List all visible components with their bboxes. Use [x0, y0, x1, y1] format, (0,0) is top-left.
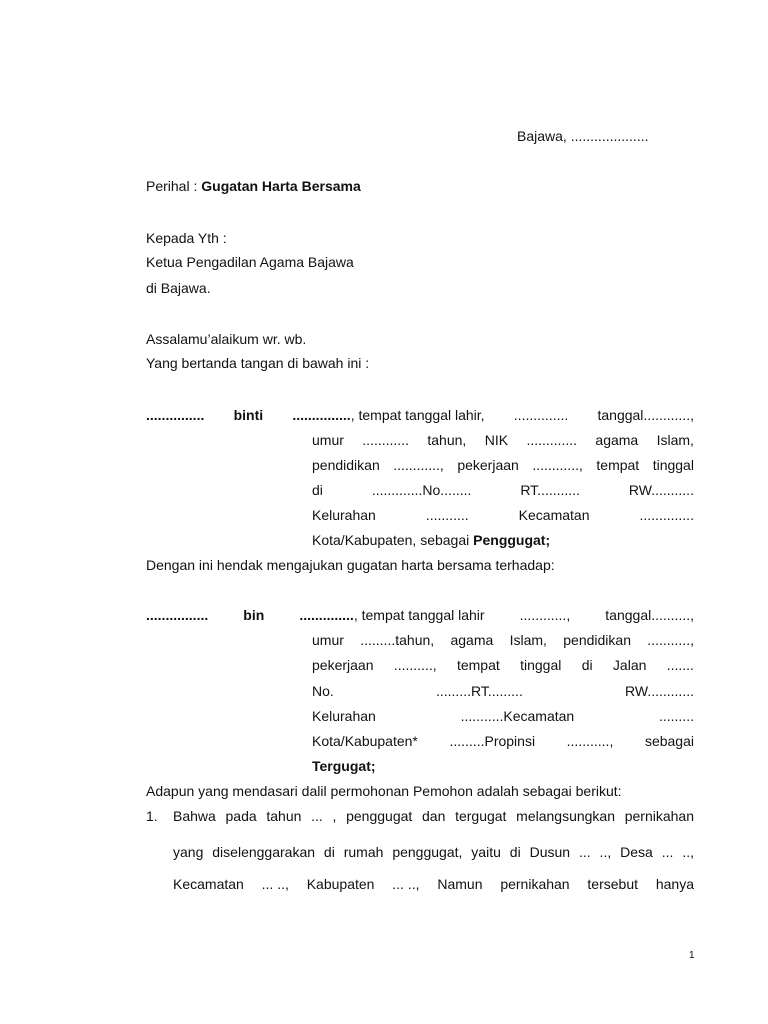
item-1-number: 1. — [146, 808, 158, 824]
tergugat-line-3: pekerjaan .........., tempat tinggal di Jalan ....... — [312, 657, 694, 673]
penggugat-line-3: pendidikan ............, pekerjaan ............, tempat tinggal — [312, 457, 694, 473]
penggugat-line-6: Kota/Kabupaten, sebagai Penggugat; — [312, 532, 551, 548]
tergugat-line-5: Kelurahan ...........Kecamatan ......... — [312, 708, 694, 724]
intro: Yang bertanda tangan di bawah ini : — [146, 355, 370, 371]
addressee-line-1: Kepada Yth : — [146, 230, 227, 246]
perihal-value: Gugatan Harta Bersama — [201, 178, 361, 194]
basis-intro: Adapun yang mendasari dalil permohonan Pemohon adalah sebagai berikut: — [146, 783, 622, 799]
penggugat-line-2: umur ............ tahun, NIK ............. agama Islam, — [312, 432, 694, 448]
penggugat-line-1: ............... binti ..............., tempat tanggal lahir, .............. tanggal............, — [146, 407, 694, 423]
item-1-line-3: Kecamatan ... .., Kabupaten ... .., Namun pernikahan tersebut hanya — [173, 876, 694, 892]
tergugat-line-6: Kota/Kabupaten* .........Propinsi ..........., sebagai — [312, 733, 694, 749]
place-date: Bajawa, .................... — [517, 128, 649, 144]
addressee-line-3: di Bajawa. — [146, 280, 211, 296]
item-1-line-2: yang diselenggarakan di rumah penggugat, yaitu di Dusun ... .., Desa ... .., — [173, 844, 694, 860]
tergugat-role: Tergugat; — [312, 758, 376, 774]
page-number: 1 — [689, 950, 695, 961]
perihal-label: Perihal : — [146, 178, 202, 194]
transition: Dengan ini hendak mengajukan gugatan harta bersama terhadap: — [146, 557, 555, 573]
tergugat-line-1: ................ bin .............., tempat tanggal lahir ............, tanggal.........., — [146, 607, 694, 623]
greeting: Assalamu’alaikum wr. wb. — [146, 331, 307, 347]
tergugat-line-4: No. .........RT......... RW............ — [312, 683, 694, 699]
item-1-line-1: Bahwa pada tahun ... , penggugat dan tergugat melangsungkan pernikahan — [173, 808, 694, 824]
penggugat-line-5: Kelurahan ........... Kecamatan .............. — [312, 507, 694, 523]
perihal-line — [146, 178, 361, 194]
penggugat-line-4: di .............No........ RT........... RW........... — [312, 482, 694, 498]
tergugat-line-2: umur .........tahun, agama Islam, pendidikan ..........., — [312, 632, 694, 648]
addressee-line-2: Ketua Pengadilan Agama Bajawa — [146, 254, 354, 270]
penggugat-role: Penggugat; — [473, 532, 551, 548]
